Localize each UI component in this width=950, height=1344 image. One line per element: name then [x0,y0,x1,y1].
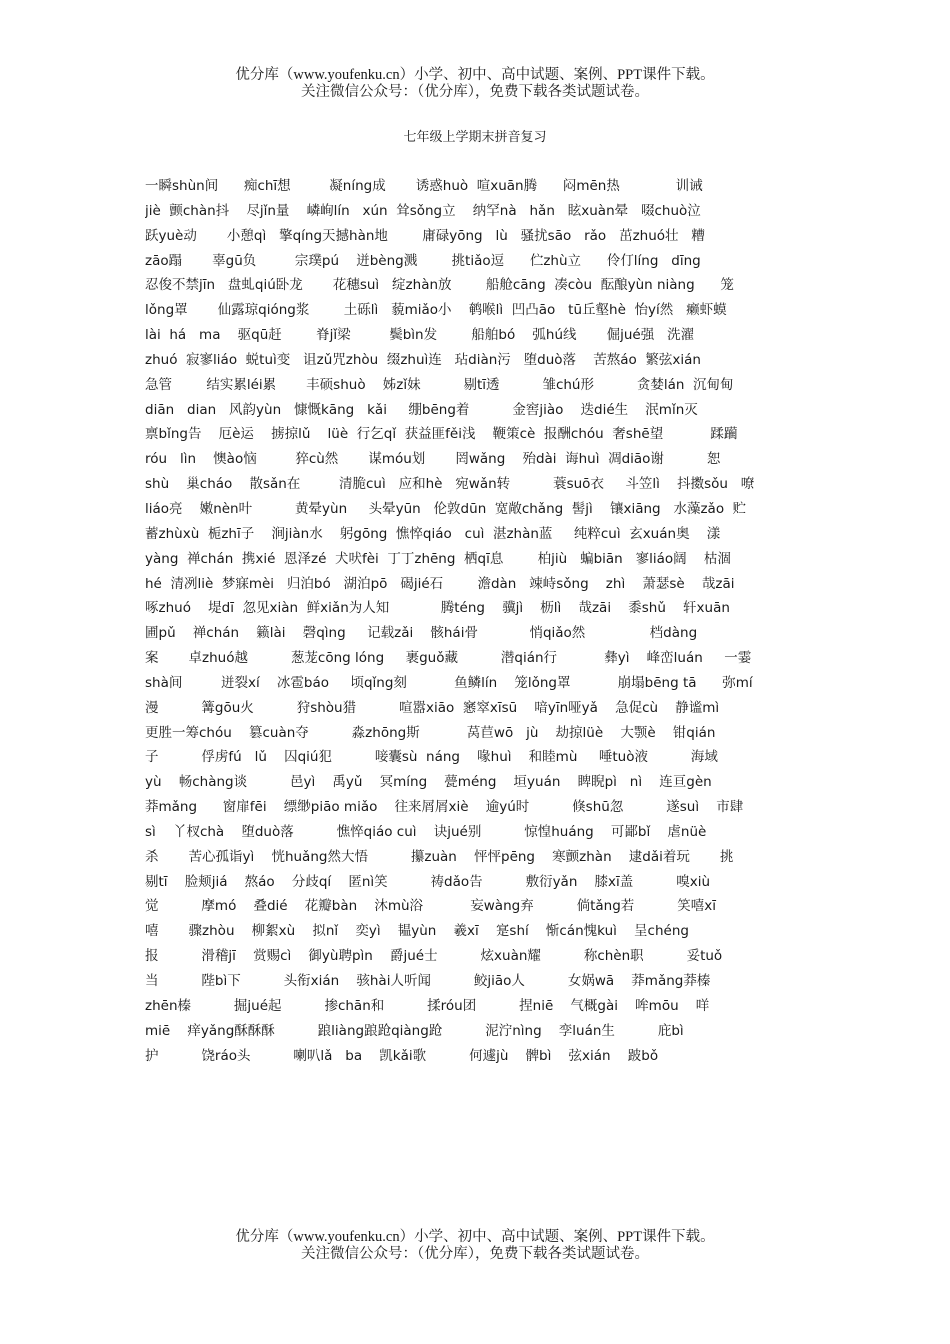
body-line: 啄zhuó 堤dī 忽见xiàn 鲜xiǎn为人知 腾téng 骥jì 枥lì 哉zāi 黍shǔ 轩xuān [145,600,730,617]
body-line: 圃pǔ 禅chán 籁lài 磬qìng 记载zǎi 骸hái骨 悄qiǎo然 档dàng [145,625,698,642]
page-header [0,67,950,101]
body-line: shù 巢cháo 散sǎn在 清脆cuì 应和hè 宛wǎn转 蓑suō衣 斗笠lì 抖擞sǒu 嘹 [145,476,755,493]
body-line: 更胜一筹chóu 篡cuàn夺 淼zhōng斯 莴苣wō jù 劫掠lüè 大颚è 钳qián [145,724,716,741]
body-line: zhēn榛 掘jué起 掺chān和 揉róu团 捏niē 气概gài 哞mōu 咩 [145,997,710,1014]
page-footer [0,1229,950,1263]
footer-promo-line: 优分库（www.youfenku.cn）小学、初中、高中试题、案例、PPT课件下载。 [235,1229,715,1245]
body-line: 莽mǎng 窗扉fēi 缥缈piāo miǎo 往来屑屑xiè 逾yú时 倏shū忽 遂suì 市肆 [145,799,744,816]
body-line: sì 丫杈chà 堕duò落 憔悴qiáo cuì 诀jué别 惊惶huáng 可鄙bǐ 虐nüè [145,823,707,840]
body-line: hé 清冽liè 梦寐mèi 归泊bó 湖泊pō 碣jié石 澹dàn 竦峙sǒng zhì 萧瑟sè 哉zāi [145,575,735,592]
pinyin-review-body [145,174,805,1068]
body-line: 案 卓zhuó越 葱茏cōng lóng 裹guǒ藏 潜qián行 彝yì 峰峦luán 一霎 [145,650,752,667]
body-line: 蓄zhùxù 栀zhī子 涧jiàn水 躬gōng 憔悴qiáo cuì 湛zhàn蓝 纯粹cuì 玄xuán奥 漾 [145,525,721,542]
body-line: zhuó 寂寥liáo 蜕tuì变 诅zǔ咒zhòu 缀zhuì连 玷diàn污 堕duò落 苦熬áo 繁弦xián [145,351,701,368]
body-line: lǒng罩 仙露琼qióng浆 土砾lì 藐miǎo小 鹌喉lì 凹凸āo tū丘壑hè 怡yí然 癞虾蟆 [145,302,727,319]
header-promo-line: 优分库（www.youfenku.cn）小学、初中、高中试题、案例、PPT课件下载。 [235,67,715,83]
body-line: 护 饶ráo头 喇叭lǎ ba 凯kǎi歌 何遽jù 髀bì 弦xián 跛bǒ [145,1047,659,1064]
body-line: 漫 篝gōu火 狩shòu猎 喧嚣xiāo 窸窣xīsū 喑yīn哑yǎ 急促cù 静谧mì [145,699,720,716]
body-line: 嘻 骤zhòu 柳絮xù 拟nǐ 奕yì 韫yùn 羲xī 寔shí 惭cán愧kuì 呈chéng [145,923,689,940]
body-line: shà间 迸裂xí 冰雹báo 顷qǐng刻 鱼鳞lín 笼lǒng罩 崩塌bēng tā 弥mí [145,674,753,691]
body-line: jiè 颤chàn抖 尽jǐn量 嶙峋lín xún 耸sǒng立 纳罕nà hǎn 眩xuàn晕 啜chuò泣 [145,202,701,219]
footer-wechat-line: 关注微信公众号：（优分库），免费下载各类试题试卷。 [301,1246,649,1262]
body-line: 一瞬shùn间 痴chī想 凝níng成 诱惑huò 喧xuān腾 闷mēn热 训诫 [145,178,703,194]
body-line: yàng 禅chán 携xié 恩泽zé 犬吠fèi 丁丁zhēng 栖qī息 柏jiù 蝙biān 寥liáo阔 枯涸 [145,550,731,567]
body-line: yù 畅chàng谈 邑yì 禹yǔ 冥míng 甍méng 垣yuán 睥睨pì nì 连亘gèn [145,774,712,791]
body-line: 子 俘虏fú lǔ 囚qiú犯 唼囊sù náng 喙huì 和睦mù 唾tuò液 海域 [145,749,718,766]
body-line: diān dian 风韵yùn 慷慨kāng kǎi 绷bēng着 金窖jiào 迭dié生 泯mǐn灭 [145,401,698,418]
body-line: 觉 摩mó 叠dié 花瓣bàn 沐mù浴 妄wàng弃 倘tǎng若 笑嘻xī [145,898,716,915]
header-wechat-line: 关注微信公众号：（优分库），免费下载各类试题试卷。 [301,84,649,100]
document-title: 七年级上学期末拼音复习 [403,130,547,145]
body-line: 报 滑稽jī 赏赐cì 御yù聘pìn 爵jué士 炫xuàn耀 称chèn职 妥tuǒ [145,948,723,965]
body-line: 跃yuè动 小憩qì 擎qíng天撼hàn地 庸碌yōng lù 骚扰sāo rǎo 茁zhuó壮 糟 [145,227,705,244]
body-line: zāo蹋 辜gū负 宗璞pú 迸bèng溅 挑tiǎo逗 伫zhù立 伶仃líng dīng [145,252,701,269]
body-line: 杀 苦心孤诣yì 恍huǎng然大悟 攥zuàn 怦怦pēng 寒颤zhàn 逮dǎi着玩 挑 [145,848,734,865]
body-line: 禀bǐng告 厄è运 掳掠lǔ lüè 行乞qǐ 获益匪fěi浅 鞭策cè 报酬chóu 奢shē望 蹂躏 [145,426,738,443]
body-line: 急管 结实累léi累 丰硕shuò 姊zǐ妹 剔tī透 雏chú形 贪婪lán 沉甸甸 [145,376,734,393]
body-line: 忍俊不禁jīn 盘虬qiú卧龙 花穗suì 绽zhàn放 船舱cāng 凑còu 酝酿yùn niàng 笼 [145,277,734,294]
body-line: 当 陛bì下 头衔xián 骇hài人听闻 鲛jiāo人 女娲wā 莽mǎng莽榛 [145,973,711,989]
body-line: liáo亮 嫩nèn叶 黄晕yùn 头晕yūn 伦敦dūn 宽敞chǎng 髻jì 镶xiāng 水藻zǎo 贮 [145,500,747,517]
body-line: lài há ma 驱qū赶 脊jǐ梁 鬓bìn发 船舶bó 弧hú线 倔jué强 洗濯 [145,327,695,344]
body-line: 剔tī 脸颊jiá 熬áo 分歧qí 匿nì笑 祷dǎo告 敷衍yǎn 膝xī盖 嗅xiù [145,873,710,890]
body-line: miē 痒yǎng酥酥酥 踉liàng踉跄qiàng跄 泥泞nìng 孪luán生 庇bì [145,1022,684,1039]
body-line: róu lìn 懊ào恼 猝cù然 谋móu划 罔wǎng 殆dài 诲huì 凋diāo谢 恕 [145,451,721,468]
